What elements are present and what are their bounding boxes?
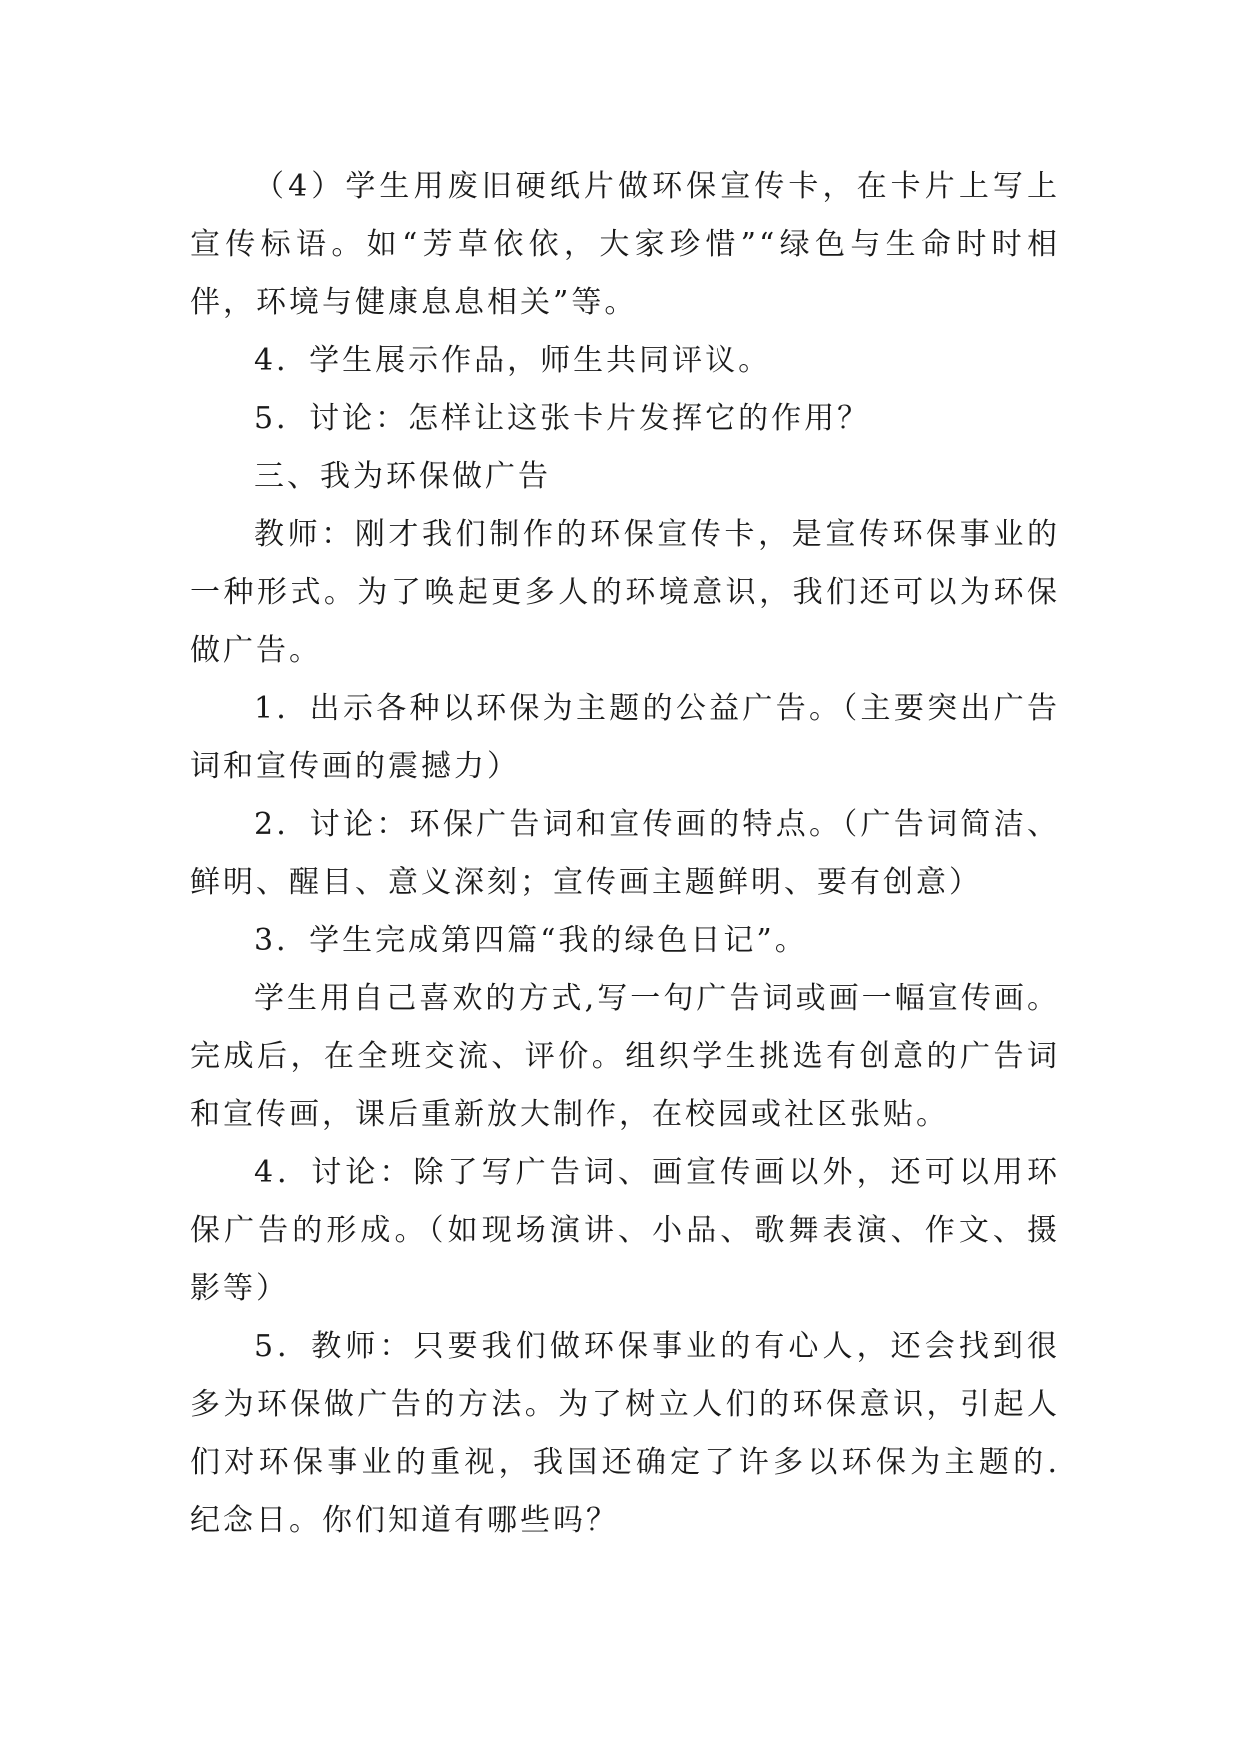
paragraph-card-activity: （4）学生用废旧硬纸片做环保宣传卡，在卡片上写上宣传标语。如“芳草依依，大家珍惜”“绿色与生命时时相伴，环境与健康息息相关”等。 bbox=[190, 169, 1060, 320]
paragraph-discuss-forms: 4．讨论：除了写广告词、画宣传画以外，还可以用环保广告的形成。（如现场演讲、小品、歌舞表演、作文、摄影等） bbox=[190, 1155, 1060, 1306]
section-heading-advertise: 三、我为环保做广告 bbox=[254, 459, 551, 494]
paragraph-show-ads: 1．出示各种以环保为主题的公益广告。（主要突出广告词和宣传画的震撼力） bbox=[190, 691, 1060, 784]
document-body bbox=[190, 158, 1060, 1550]
paragraph-teacher-closing: 5．教师：只要我们做环保事业的有心人，还会找到很多为环保做广告的方法。为了树立人们的环保意识，引起人们对环保事业的重视，我国还确定了许多以环保为主题的.纪念日。你们知道有哪些吗？ bbox=[190, 1329, 1060, 1538]
paragraph-discuss-features: 2．讨论：环保广告词和宣传画的特点。（广告词简洁、鲜明、醒目、意义深刻；宣传画主题鲜明、要有创意） bbox=[190, 807, 1060, 900]
paragraph-show-works: 4．学生展示作品，师生共同评议。 bbox=[254, 343, 772, 378]
paragraph-discuss-card: 5．讨论：怎样让这张卡片发挥它的作用？ bbox=[254, 401, 871, 436]
paragraph-student-create: 学生用自己喜欢的方式,写一句广告词或画一幅宣传画。完成后，在全班交流、评价。组织学生挑选有创意的广告词和宣传画，课后重新放大制作，在校园或社区张贴。 bbox=[190, 981, 1060, 1132]
paragraph-green-diary: 3．学生完成第四篇“我的绿色日记”。 bbox=[254, 923, 808, 958]
paragraph-teacher-intro: 教师：刚才我们制作的环保宣传卡，是宣传环保事业的一种形式。为了唤起更多人的环境意识，我们还可以为环保做广告。 bbox=[190, 517, 1060, 668]
